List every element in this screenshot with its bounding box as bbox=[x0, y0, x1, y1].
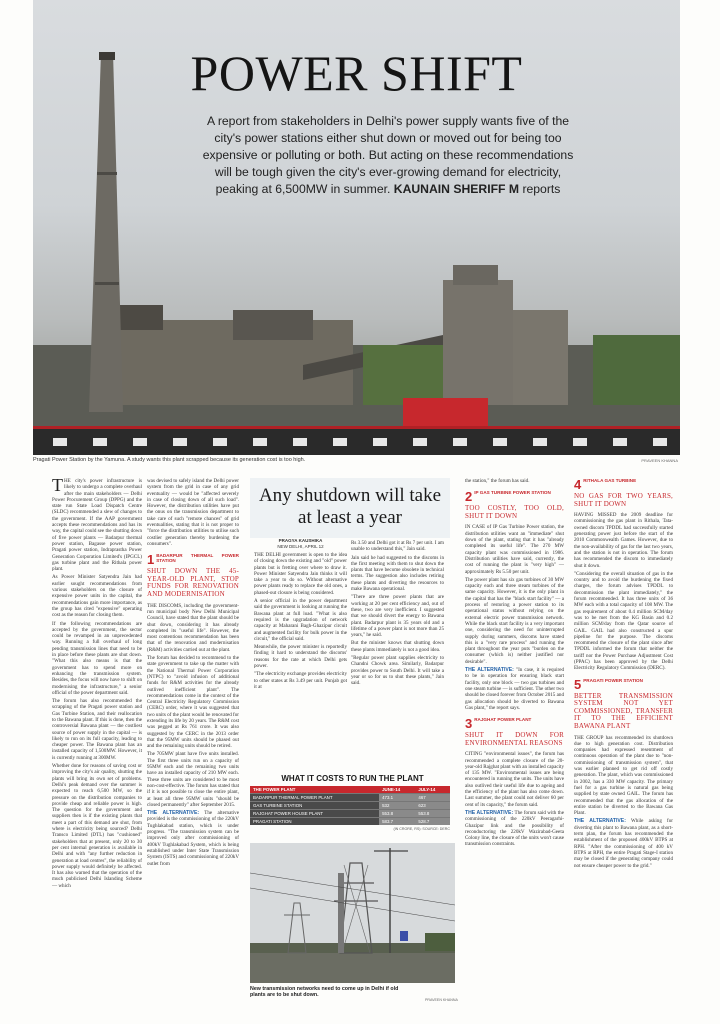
article-text: While asking for diverting this plant to Bawana plant, as a short-term plan, the forum has recommended the establishment of the proposed 400kV BTPS at RPH. "After the commissioning of 400 kV BTPS at RPH, the entire Pragati Stage-I station may be closed if the generating company could not ensure cheaper power to the grid." bbox=[574, 818, 673, 869]
transmission-photo bbox=[250, 843, 455, 983]
article-text: Rs 3.50 and Delhi got it at Rs 7 per unit. I am unable to understand this," Jain said. bbox=[351, 540, 444, 553]
subhead-number: 2 bbox=[465, 489, 473, 505]
article-text: THE DELHI government is open to the idea of closing down the existing and "old" power plants but is fretting over where to draw it. Power Minister Satyendra Jain thinks it will take a year to do so. Without alternative power plants ready to replace the old ones, a phased-out closure is being considered. bbox=[254, 552, 347, 596]
table-cell: 532 bbox=[379, 802, 415, 810]
dropcap: T bbox=[52, 478, 63, 495]
table-header-row bbox=[250, 786, 450, 794]
subhead-label: PRAGATI POWER STATION bbox=[583, 677, 643, 683]
column-4 bbox=[465, 478, 564, 1018]
article-text: But the minister knows that shutting down these plants immediately is not a good idea. bbox=[351, 640, 444, 653]
article-text: "Considering the overall situation of gas in the country and to avoid the burdening the fixed charges, the forum advises TPDDL to decommission the plant immediately," the forum recommended. It has three units of 36 MW each with a total capacity of 108 MW. The gas requirement of about 0.4 million SCM/day was to be met from the KG Basin and 0.2 million SCM/day from the Qatar source of GAIL. GAIL had also constructed a spur pipeline for the purpose. The discoms recommend the closure of the plant since after TPDDL informed the forum that neither the tariff nor the Power Purchase Adjustment Cost (PPAC) has been approved by the Delhi Electricity Regulatory Commission (DERC). bbox=[574, 570, 673, 672]
article-text: HE city's power infrastructure is likely to undergo a complete overhaul after the main stakeholders — Delhi Power Procurement Group (DPPG) and the state run State Load Dispatch Centre (SLDC) recommended a slew of changes to the government. If the AAP government accepts these recommendations and has its way, the capital could see the shutting down of five power plants — Badarpur thermal power station, Bagasse power station, Pragati power station, Indraprastha Power Generation Corporation Limited's (IPGCL) gas turbine plant and the Rithala power plant. bbox=[52, 478, 142, 573]
article-text: the station," the forum has said. bbox=[465, 478, 530, 484]
feature-author: PRAGYA KAUSHIKA bbox=[278, 538, 323, 543]
subhead-number: 5 bbox=[574, 676, 582, 692]
article-text: The forum said with the commissioning of the 220kV Peeragarhi-Ghazipur link and the possibility of reconductoring the 220kV Wazirabad-Geeta Colony line, the closure of the units won't cause transmission constraints. bbox=[465, 809, 564, 848]
table-header: JULY-14 bbox=[415, 786, 450, 794]
feature-dateline: NEW DELHI, APRIL 12 bbox=[277, 544, 324, 549]
table-header: THE POWER PLANT bbox=[250, 786, 379, 794]
feature-byline bbox=[254, 538, 347, 550]
cost-table bbox=[250, 786, 450, 825]
table-row bbox=[250, 802, 450, 810]
subhead-number: 3 bbox=[465, 716, 473, 732]
subhead-title: NO GAS FOR TWO YEARS, SHUT IT DOWN bbox=[574, 492, 673, 508]
table-cell: 553.8 bbox=[415, 810, 450, 818]
alternative-label: THE ALTERNATIVE: bbox=[147, 810, 200, 817]
table-cell: 623 bbox=[415, 802, 450, 810]
article-text: The 705MW plant have five units installed. The first three units run on a capacity of 95MW each and the remaining two units have an installed capacity of 210 MW each. These three units are considered to be most non-cost-effective. The forum has stated that if it is not possible to close the entire plant, at least all three 95MW units "should be closed permanently" after September 2015. bbox=[147, 751, 239, 808]
article-text: THE DISCOMS, including the government-run municipal body New Delhi Municipal Council, have stated that the plant should be shut down, considering it has already completed its "useful life". However, the most contentious recommendation has been that of the renovation and modernisation (R&M) activities carried out at the plant. bbox=[147, 602, 239, 653]
table-cell: GAS TURBINE STATION bbox=[250, 802, 379, 810]
transmission-tower-illustration bbox=[250, 843, 455, 983]
headline: POWER SHIFT bbox=[190, 45, 523, 101]
article-text: HAVING MISSED the 2009 deadline for commissioning the gas plant in Rithala, Tata-owned discom TPDDL had successfully started generating power just before the start of the 2010 Commonwealth Games. However, due to the non-availability of gas for the last two years, and the station is not in operation. The forum has recommended the discom to immediately shut it down. bbox=[574, 512, 673, 569]
column-1 bbox=[52, 478, 142, 1008]
subhead-number: 4 bbox=[574, 478, 582, 492]
table-source: (IN CRORE, RS): SOURCE: DERC bbox=[393, 827, 450, 831]
article-text: was devised to safely island the Delhi power system from the grid in case of any grid eventuality — would be "affected severely in case of closing down of all such load". However, the distribution utilities have put the onus on the transmission department to take care of such "remote chances" of grid eventualities, stating that it is not proper to "force the distribution utilities to utilise such costlier generation thereby burdening the consumers". bbox=[147, 478, 239, 547]
hero-caption: Pragati Power Station by the Yamuna. A study wants this plant scrapped because its generation cost is too high. bbox=[33, 457, 306, 463]
table-row bbox=[250, 810, 450, 818]
subhead-label: RITHALA GAS TURBINE bbox=[583, 478, 637, 483]
chimney-illustration bbox=[85, 52, 127, 412]
cost-table-section bbox=[250, 774, 455, 831]
subhead-title: SHUT DOWN THE 45-YEAR-OLD PLANT, STOP FUNDS FOR RENOVATION AND MODERNISATION bbox=[147, 567, 239, 599]
article-text: "In case, it is required to be in operation for ensuring black start facility, only one block — two gas turbines and one steam turbine — is sufficient. The other two should be closed forever from October 2015 and gas allocation should be diverted to Bawana Gas plant," the report says. bbox=[465, 667, 564, 711]
article-text: CITING "environmental issues", the forum has recommended a complete closure of the 20-year-old Rajghat plant with an installed capacity of 135 MW. "Environmental issues are being encountered in running the units. The units have also outlived their useful life due to ageing and the efficiency of the plant has also come down. Last summer, the plant could not deliver 60 per cent of its capacity," the forum said. bbox=[465, 751, 564, 808]
column-3b bbox=[351, 540, 444, 770]
feature-headline: Any shutdown will take at least a year bbox=[258, 485, 442, 528]
article-text: THE GROUP has recommended its shutdown due to high generation cost. Distribution companies had expressed resentment of continuous operation of the plant due to "non-commissioning of transmission system", that was earlier planned to get rid off costly generation. The plant, which was commissioned in 2002, has a 330 MW capacity. The primary fuel for a gas turbine is natural gas being supplied by state owned GAIL. The forum has recommended that the gas allocation of the entire station be diverted to the Bawana Gas Plant. bbox=[574, 734, 673, 817]
subhead-4 bbox=[574, 478, 673, 508]
subhead-5 bbox=[574, 678, 673, 731]
article-text: The power plant has six gas turbines of 30 MW capacity each and three steam turbines of the same capacity. However, it is the only plant in the capital that has the "black start facility" — a process of restoring a power station to its operational status without relying on the external electric power transmission network. While the black start facility is a very important one, considering the need for uninterrupted supply during summers, discoms have stated this is a "very rare process" and running the plant throughout the year puts "burden on the consumer (which is) neither justified nor desirable". bbox=[465, 576, 564, 665]
article-text: Jain said he had suggested to the discoms in the first meeting with them to shut down the plants that have become obsolete in technical terms. The suggestion also includes retiring these plants and diverting the resources to make Bawana operational. bbox=[351, 554, 444, 593]
subhead-label: BADARPUR THERMAL POWER STATION bbox=[156, 553, 239, 564]
table-cell: 473.1 bbox=[379, 794, 415, 802]
article-text: Meanwhile, the power minister is reportedly finding it hard to understand the discoms' reasons for the rate at which Delhi gets power. bbox=[254, 644, 347, 670]
column-2 bbox=[147, 478, 239, 1008]
deck bbox=[193, 113, 583, 198]
table-cell: 467 bbox=[415, 794, 450, 802]
table-header: JUNE-14 bbox=[379, 786, 415, 794]
column-5 bbox=[574, 478, 673, 1018]
article-text: Whether done for reasons of saving cost or improving the city's air quality, shutting the plants will bring its own set of problems. Delhi's peak demand over the summer is expected to reach 6,500 MW, so the pressure on the distribution companies to provide cheap and reliable power is high. The question for the government and suppliers then is if the existing plants that meet a part of this demand are shut, from where is electricity being sourced? Delhi Transco Limited (DTL) has "cushioned" stakeholders that at present, only 20 to 30 per cent internal generation is available in Delhi and with "any further reduction in generation at load centres", the reliability of power supply would definitely be affected. It has also warned that the operation of the much publicised Delhi Islanding Scheme — which bbox=[52, 763, 142, 889]
table-cell: 553.8 bbox=[379, 810, 415, 818]
transmission-credit: PRAVEEN KHANNA bbox=[425, 998, 458, 1002]
article-text: "The electricity exchange provides electricity to other states at Rs 3.49 per unit. Punjab got it at bbox=[254, 671, 347, 690]
byline: KAUNAIN SHERIFF M bbox=[393, 182, 520, 196]
deck-text: A report from stakeholders in Delhi's power supply wants five of the city's power stations either shut down or moved out for being too expensive or polluting or both. But acting on these recommendations will be tough given the city's ever-growing demand for electricity, peaking at 6,500MW in summer. bbox=[202, 114, 574, 196]
hero-photo bbox=[33, 0, 680, 455]
hero-credit: PRAVEEN KHANNA bbox=[641, 458, 678, 463]
subhead-title: TOO COSTLY, TOO OLD, SHUT IT DOWN bbox=[465, 504, 564, 520]
article-text: As Power Minister Satyendra Jain had earlier sought recommendations from various stakeholders on the closure of expensive power units in the capital, the recommendations gain more importance, as the group has cited "expensive" operating cost as the reason for closing them. bbox=[52, 574, 142, 619]
table-cell: 583.7 bbox=[379, 818, 415, 826]
alternative-label: THE ALTERNATIVE: bbox=[465, 667, 514, 674]
subhead-label: RAJGHAT POWER PLANT bbox=[474, 717, 532, 723]
table-title: WHAT IT COSTS TO RUN THE PLANT bbox=[281, 774, 424, 783]
table-row bbox=[250, 794, 450, 802]
article-text: A senior official in the power department said the government is looking at running the Bawana plant at full load. "What is also required is the upgradation of network capacity at Maharani Bagh-Ghazipur circuit and augmented facility for bulk power in the circuit," the official said. bbox=[254, 598, 347, 642]
subhead-label: IP GAS TURBINE POWER STATION bbox=[474, 490, 551, 496]
article-text: If the following recommendations are accepted by the government, the sector could be revamped in an unprecedented way. Running a full overhaul of long pending transmission lines that need to be in place before these plants are shut down. "What this also means is that the government has to spend more on enhancing the transmission system. Besides, the focus will now have to shift on modernising the infrastructure," a senior official of the power department said. bbox=[52, 620, 142, 696]
subhead-3 bbox=[465, 717, 564, 747]
subhead-1 bbox=[147, 553, 239, 598]
subhead-title: BETTER TRANSMISSION SYSTEM NOT YET COMMISSIONED, TRANSFER IT TO THE EFFICIENT BAWANA PLANT bbox=[574, 691, 673, 730]
table-cell: PRAGATI STATION bbox=[250, 818, 379, 826]
article-text: "There are three power plants that are working at 20 per cent efficiency and, out of these, two are very inefficient. I suggested that we should divert the energy to Bawana plant. Badarpur plant is 35 years old and a lifetime of a power plant is not more than 25 years," he said. bbox=[351, 594, 444, 639]
byline-suffix: reports bbox=[522, 182, 561, 196]
table-row bbox=[250, 818, 450, 826]
power-plant-illustration bbox=[33, 250, 680, 455]
table-cell: BADARPUR THERMAL POWER PLANT bbox=[250, 794, 379, 802]
table-cell: 528.7 bbox=[415, 818, 450, 826]
table-cell: RAJGHAT POWER HOUSE PLANT bbox=[250, 810, 379, 818]
transmission-caption: New transmission networks need to come up in Delhi if old plants are to be shut down. bbox=[250, 986, 399, 999]
subhead-2 bbox=[465, 490, 564, 520]
alternative-label: THE ALTERNATIVE: bbox=[465, 809, 514, 816]
subhead-title: SHUT IT DOWN FOR ENVIRONMENTAL REASONS bbox=[465, 731, 564, 747]
article-text: "Regular power plant supplies electricity to Chandni Chowk area. Similarly, Badarpur provides power to South Delhi. It will take a year or so for us to shut these plants," Jain said. bbox=[351, 655, 444, 687]
article-text: The forum has also recommended the scrapping of the Pragati power station and Gas Turbine Station, and their reallocation to the Bawana plant. If this is done, then the controversial Bawana plant — the costliest source of power supply in the capital — is likely to run on its full capacity, leading to cheaper power. The Bawana plant has an installed capacity of 1,500MW. However, it is currently running at 300MW. bbox=[52, 698, 142, 761]
article-text: The forum has decided to recommend to the state government to take up the matter with the National Thermal Power Corporation (NTPC) to "avoid infusion of additional funds for R&M activities for the already outlived inefficient plant". The recommendations come in the context of the Central Electricity Regulatory Commission (CERC) order, where it was suggested that two units of the plant would be renovated for extending its life by 20 years. The R&M cost was pegged at Rs 761 crore. It was also suggested by the CERC in the 2013 order that the 95MW units should be phased out and the remaining units should be retired. bbox=[147, 655, 239, 750]
article-text: IN CASE of IP Gas Turbine Power station, the distribution utilities want an "immediate" shut down of the plant, stating that it has "already completed its useful life". The 270 MW capacity plant was commissioned in 1986. Distribution utilities have said, currently, the cost of running the plant is "very high" — approximately Rs 5.50 per unit. bbox=[465, 524, 564, 575]
article-text: The alternative provided is the commissioning of the 220kV Tughlakabad station, which is under progress. "The transmission system can be improved only after commissioning of 400kV Tughlakabad System, which is being established under Inter State Transmission System (ISTS) and commissioning of 220kV outlet from bbox=[147, 810, 239, 867]
alternative-label: THE ALTERNATIVE: bbox=[574, 818, 626, 825]
subhead-number: 1 bbox=[147, 552, 155, 568]
column-3a bbox=[254, 552, 347, 770]
